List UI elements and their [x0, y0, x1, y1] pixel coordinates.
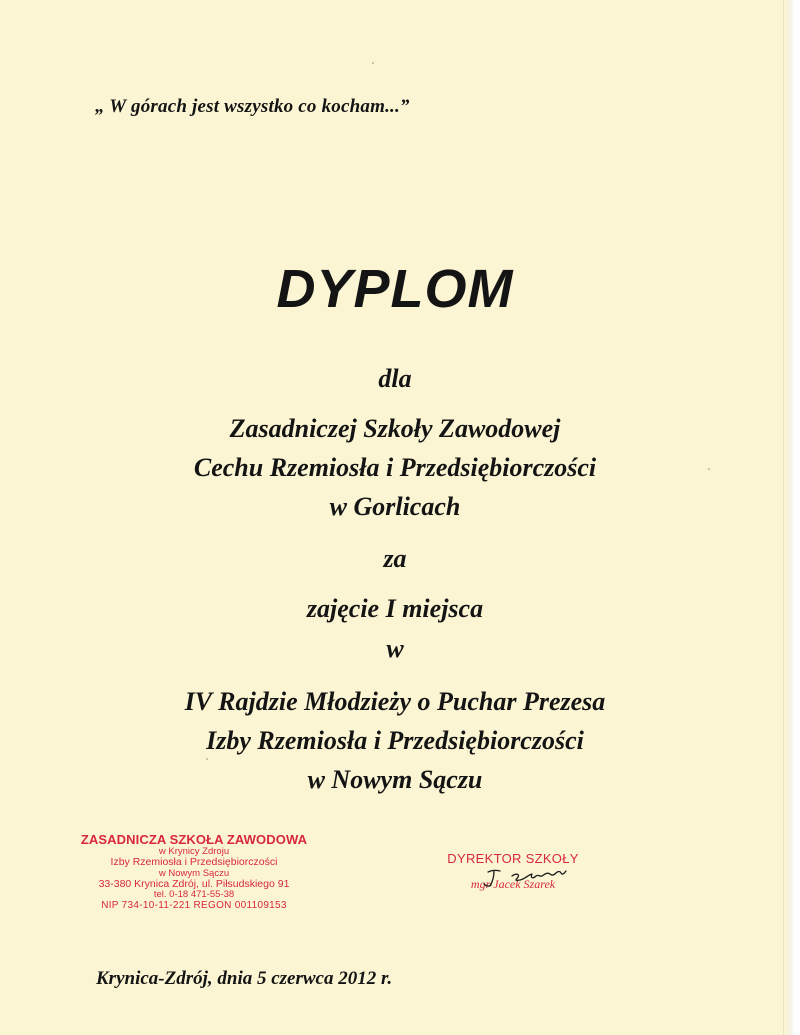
- paper-speck: [708, 468, 710, 470]
- recipient-line-2: Cechu Rzemiosła i Przedsiębiorczości: [193, 453, 597, 482]
- stamp-chamber-location: w Nowym Sączu: [158, 867, 230, 879]
- paper-speck: [206, 758, 208, 760]
- stamp-address: 33-380 Krynica Zdrój, ul. Piłsudskiego 91: [98, 877, 290, 890]
- place-and-date: Krynica-Zdrój, dnia 5 czerwca 2012 r.: [96, 968, 393, 989]
- in-word: w: [386, 634, 404, 663]
- paper-speck: [372, 62, 374, 64]
- motto-quote: „ W górach jest wszystko co kocham...”: [95, 96, 410, 117]
- for-word: dla: [378, 364, 412, 393]
- stamp-school-name: ZASADNICZA SZKOŁA ZAWODOWA: [80, 832, 308, 847]
- event-line-2: Izby Rzemiosła i Przedsiębiorczości: [206, 726, 584, 755]
- stamp-phone: tel. 0-18 471-55-38: [153, 889, 235, 900]
- director-title: DYREKTOR SZKOŁY: [447, 851, 579, 866]
- diploma-title: DYPLOM: [276, 259, 514, 319]
- stamp-chamber-name: Izby Rzemiosła i Przedsiębiorczości: [110, 856, 278, 868]
- director-signature: [470, 862, 582, 890]
- stamp-ids: NIP 734-10-11-221 REGON 001109153: [101, 900, 287, 911]
- for-achievement-word: za: [383, 544, 407, 573]
- achievement-line: zajęcie I miejsca: [306, 594, 484, 623]
- stamp-school-location: w Krynicy Zdroju: [158, 846, 230, 857]
- school-stamp: [60, 833, 328, 911]
- recipient-line-3: w Gorlicach: [329, 492, 461, 521]
- director-name: mgr Jacek Szarek: [470, 877, 556, 891]
- event-line-3: w Nowym Sączu: [307, 765, 483, 794]
- event-line-1: IV Rajdzie Młodzieży o Puchar Prezesa: [184, 687, 606, 716]
- recipient-line-1: Zasadniczej Szkoły Zawodowej: [229, 414, 561, 443]
